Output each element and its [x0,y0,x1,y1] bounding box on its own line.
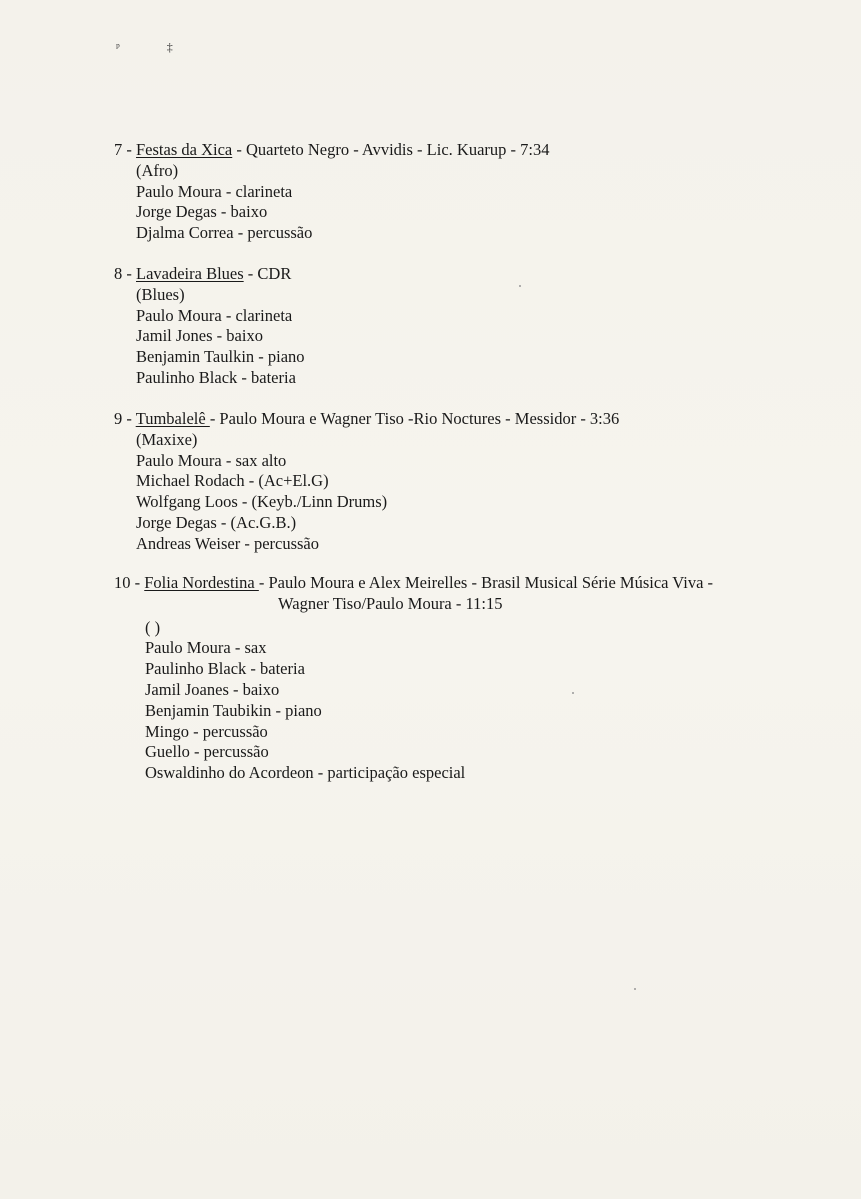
musician-line: Guello - percussão [145,742,269,762]
track-title: Lavadeira Blues [136,264,244,283]
musician-line: Andreas Weiser - percussão [136,533,320,553]
track-details: - Paulo Moura e Alex Meirelles - Brasil Musical Série Música Viva - [258,573,714,592]
track-heading [114,409,619,430]
separator: - [122,264,136,283]
musician-line: Jamil Jones - baixo [136,326,263,346]
track-heading [114,140,549,161]
musician-line: Jamil Joanes - baixo [145,679,280,699]
track-number: 7 [114,140,123,159]
musician-line: Michael Rodach - (Ac+El.G) [136,471,329,491]
margin-marks: ᵖ ‡ [116,40,195,54]
track-number: 9 [114,409,123,428]
track-number: 8 [114,264,123,283]
musician-line: Djalma Correa - percussão [136,223,313,243]
track-10 [114,573,713,784]
paper-speck [572,692,574,694]
track-title: Folia Nordestina [144,573,259,592]
separator: - [122,140,136,159]
separator: - [130,573,145,592]
paper-speck [634,988,636,990]
track-title: Festas da Xica [136,140,233,159]
paper-speck [519,285,521,287]
track-genre: (Blues) [136,284,185,304]
musician-line: Paulo Moura - clarineta [136,305,293,325]
musician-line: Wolfgang Loos - (Keyb./Linn Drums) [136,492,388,512]
track-details-continuation: Wagner Tiso/Paulo Moura - 11:15 [278,593,503,613]
track-details: - Quarteto Negro - Avvidis - Lic. Kuarup - 7:34 [232,140,550,159]
track-details: - CDR [243,264,292,283]
musician-line: Paulo Moura - clarineta [136,181,293,201]
track-details: - Paulo Moura e Wagner Tiso -Rio Noctures - Messidor - 3:36 [209,409,620,428]
track-7 [114,140,549,244]
musician-line: Mingo - percussão [145,721,268,741]
musician-line: Jorge Degas - (Ac.G.B.) [136,512,297,532]
musician-line: Paulo Moura - sax [145,638,267,658]
track-heading [114,573,713,594]
track-title: Tumbalelê [135,409,210,428]
track-heading [114,264,305,285]
musician-line: Oswaldinho do Acordeon - participação especial [145,763,466,783]
musician-line: Paulinho Black - bateria [145,659,305,679]
track-genre: ( ) [145,617,161,637]
track-9 [114,409,619,555]
track-genre: (Maxixe) [136,429,198,449]
musician-line: Jorge Degas - baixo [136,202,268,222]
musician-line: Benjamin Taubikin - piano [145,700,322,720]
track-number: 10 [114,573,131,592]
musician-line: Paulo Moura - sax alto [136,450,287,470]
separator: - [122,409,136,428]
track-genre: (Afro) [136,160,179,180]
musician-line: Paulinho Black - bateria [136,367,296,387]
track-8 [114,264,305,389]
musician-line: Benjamin Taulkin - piano [136,347,305,367]
